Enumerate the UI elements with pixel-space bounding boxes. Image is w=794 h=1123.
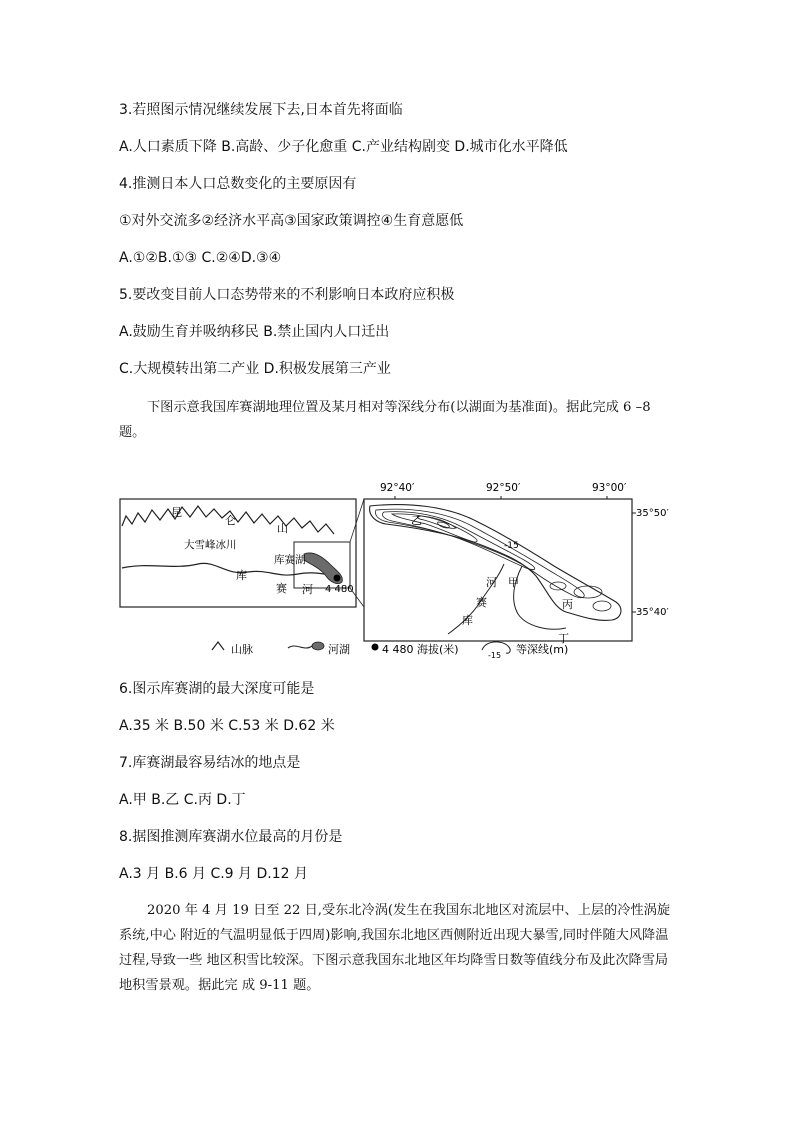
label-he-right: 河 [486,576,497,589]
q4-options: A.①②B.①③ C.②④D.③④ [119,250,282,266]
q6-stem: 6.图示库赛湖的最大深度可能是 [119,681,315,697]
legend-mountain: 山脉 [231,643,253,656]
label-lon1: 92°40′ [380,482,415,494]
label-lat1: 35°50′ [636,508,669,519]
q7-stem: 7.库赛湖最容易结冰的地点是 [119,755,301,771]
q8-stem: 8.据图推测库赛湖水位最高的月份是 [119,829,343,845]
elevation-point-icon [334,575,341,582]
intro-6-8: 下图示意我国库赛湖地理位置及某月相对等深线分布(以湖面为基准面)。据此完成 6 –8 题。 [119,400,651,440]
label-lun: 仑 [225,514,236,527]
river-legend-icon [288,646,312,648]
label-lat2: 35°40′ [636,607,669,618]
q3-stem: 3.若照图示情况继续发展下去,日本首先将面临 [119,102,403,118]
q5-options-2: C.大规模转出第二产业 D.积极发展第三产业 [119,361,391,377]
isobath-contours [370,505,621,621]
label-bing: 丙 [562,598,573,611]
label-shan: 山 [277,522,288,535]
legend-river: 河湖 [328,643,350,656]
map-legend [212,642,568,658]
legend-elevation: 4 480 海拔(米) [382,643,459,656]
mountain-legend-icon [212,642,224,650]
label-lon2: 92°50′ [486,482,521,494]
q3-options: A.人口素质下降 B.高龄、少子化愈重 C.产业结构剧变 D.城市化水平降低 [119,139,568,155]
q4-choices: ①对外交流多②经济水平高③国家政策调控④生育意愿低 [119,213,464,229]
q5-options-1: A.鼓励生育并吸纳移民 B.禁止国内人口迁出 [119,324,390,340]
kusai-river [122,563,340,575]
label-depth: -15 [504,541,519,551]
label-jia: 甲 [508,576,519,589]
label-sai-right: 赛 [476,596,487,609]
label-ku-right: 库 [462,614,473,627]
q4-stem: 4.推测日本人口总数变化的主要原因有 [119,176,357,192]
q5-stem: 5.要改变目前人口态势带来的不利影响日本政府应积极 [119,287,455,303]
label-lake: 库赛湖 [274,554,306,566]
label-elevation: 4 480 [325,584,354,595]
label-lon3: 93°00′ [592,482,627,494]
label-ku: 库 [236,569,247,582]
label-kun: 昆 [171,506,182,519]
elevation-legend-icon [372,644,379,651]
kusai-lake-map-figure [118,466,674,658]
legend-depth-value: -15 [488,651,502,658]
right-map-frame [364,499,632,641]
label-he: 河 [302,583,313,596]
label-yi: 乙 [411,514,422,527]
label-glacier: 大雪峰冰川 [184,539,237,551]
q7-options: A.甲 B.乙 C.丙 D.丁 [119,792,246,808]
q6-options: A.35 米 B.50 米 C.53 米 D.62 米 [119,718,335,734]
intro-9-11: 2020 年 4 月 19 日至 22 日,受东北冷涡(发生在我国东北地区对流层中、上层的冷性涡旋系统,中心 附近的气温明显低于四周)影响,我国东北地区西侧附近出现大暴雪,同时伴随大风降温过程,导致一些 地区积雪比较深。下图示意我国东北地区年均降雪日数等值线分布及此次降雪局地积雪景观。据此完 成 9-11 题。 [119,903,671,993]
q8-options: A.3 月 B.6 月 C.9 月 D.12 月 [119,866,308,882]
legend-isobath: 等深线(m) [516,643,569,656]
label-sai: 赛 [276,582,287,595]
label-ding: 丁 [558,632,569,645]
